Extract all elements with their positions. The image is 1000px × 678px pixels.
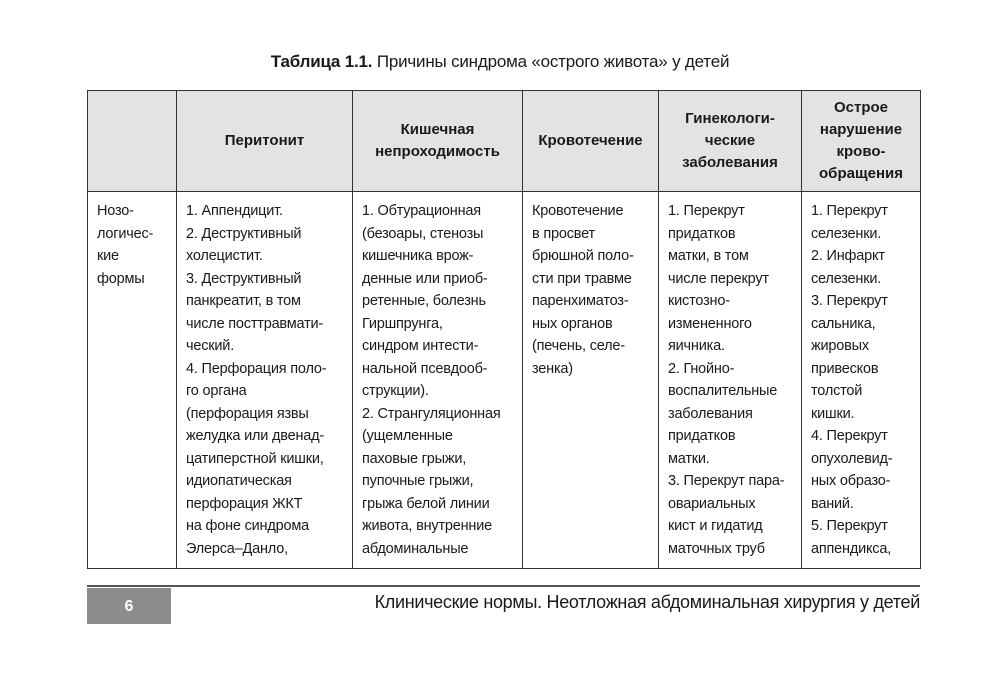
header-cell-empty <box>88 91 177 192</box>
cell-line: жировых <box>811 338 869 354</box>
cell-line: паренхиматоз- <box>532 293 629 309</box>
cell-line: 1. Аппендицит. <box>186 203 283 219</box>
peritonitis-cell <box>177 192 353 569</box>
cell-line: кист и гидатид <box>668 518 763 534</box>
obstruction-cell <box>353 192 523 569</box>
cell-line: логичес- <box>97 225 154 242</box>
cell-line: яичника. <box>668 338 725 354</box>
cell-line: аппендикса, <box>811 540 892 557</box>
cell-line: 2. Деструктивный <box>186 225 302 242</box>
cell-line: брюшной поло- <box>532 248 634 264</box>
cell-line: 4. Перфорация поло- <box>186 360 327 377</box>
table-caption-label: Таблица 1.1. <box>270 52 373 71</box>
cell-line: сальника, <box>811 315 876 332</box>
cell-line: (безоары, стенозы <box>362 225 484 242</box>
running-title: Клинические нормы. Неотложная абдоминальная хирургия у детей <box>374 592 920 612</box>
cell-line: привесков <box>811 360 879 377</box>
cell-line: придатков <box>668 225 736 242</box>
cell-line: 5. Перекрут <box>811 518 888 534</box>
causes-table <box>87 90 921 569</box>
cell-line: ваний. <box>811 495 854 512</box>
cell-line: заболевания <box>668 405 753 422</box>
cell-line: кишечника врож- <box>362 248 474 264</box>
page-number: 6 <box>87 588 171 624</box>
cell-line: толстой <box>811 383 863 399</box>
cell-line: опухолевид- <box>811 450 893 467</box>
cell-line: ретенные, болезнь <box>362 293 486 309</box>
cell-line: селезенки. <box>811 225 882 242</box>
cell-line: 3. Перекрут пара- <box>668 473 785 489</box>
cell-line: паховые грыжи, <box>362 450 467 467</box>
cell-line: числе посттравмати- <box>186 315 324 332</box>
header-cell-bleeding: Кровотечение <box>523 91 659 192</box>
header-cell-peritonitis: Перитонит <box>177 91 353 192</box>
cell-line: придатков <box>668 428 736 444</box>
cell-line: панкреатит, в том <box>186 293 301 309</box>
gynecologic-cell <box>659 192 802 569</box>
cell-line: 1. Перекрут <box>668 203 745 219</box>
cell-line: пупочные грыжи, <box>362 473 474 489</box>
cell-line: холецистит. <box>186 248 263 264</box>
cell-line: 4. Перекрут <box>811 428 888 444</box>
cell-line: ческий. <box>186 338 235 354</box>
cell-line: го органа <box>186 383 247 399</box>
cell-line: сти при травме <box>532 270 632 287</box>
cell-line: формы <box>97 270 145 287</box>
cell-line: Кровотечение <box>532 203 624 219</box>
cell-line: числе перекрут <box>668 270 769 287</box>
row-label-cell <box>88 192 177 569</box>
cell-line: Элерса–Данло, <box>186 540 288 557</box>
cell-line: 3. Деструктивный <box>186 270 302 287</box>
cell-line: 3. Перекрут <box>811 293 888 309</box>
cell-line: овариальных <box>668 495 756 512</box>
bleeding-cell <box>523 192 659 569</box>
cell-line: кие <box>97 248 119 264</box>
cell-line: желудка или двенад- <box>186 428 325 444</box>
cell-line: кишки. <box>811 405 855 422</box>
cell-line: зенка) <box>532 360 573 377</box>
table-row <box>88 192 921 569</box>
cell-line: идиопатическая <box>186 473 292 489</box>
cell-line: на фоне синдрома <box>186 518 309 534</box>
cell-line: 2. Гнойно- <box>668 360 735 377</box>
header-cell-circulation: Острое нарушение крово- обращения <box>802 91 921 192</box>
cell-line: 2. Странгуляционная <box>362 405 501 422</box>
cell-line: измененного <box>668 315 752 332</box>
cell-line: денные или приоб- <box>362 270 488 287</box>
header-cell-obstruction: Кишечная непроходимость <box>353 91 523 192</box>
cell-line: перфорация ЖКТ <box>186 495 303 512</box>
cell-line: Гиршпрунга, <box>362 315 443 332</box>
cell-line: ных образо- <box>811 473 891 489</box>
cell-line: живота, внутренние <box>362 518 492 534</box>
cell-line: матки. <box>668 450 710 467</box>
footer-rule <box>87 585 920 587</box>
cell-line: синдром интести- <box>362 338 479 354</box>
cell-line: нальной псевдооб- <box>362 360 488 377</box>
cell-line: цатиперстной кишки, <box>186 450 324 467</box>
table-header-row <box>88 91 921 192</box>
cell-line: кистозно- <box>668 293 730 309</box>
table-caption <box>0 52 1000 72</box>
header-cell-gynecologic: Гинекологи- ческие заболевания <box>659 91 802 192</box>
cell-line: маточных труб <box>668 540 765 557</box>
cell-line: 1. Обтурационная <box>362 203 481 219</box>
cell-line: абдоминальные <box>362 540 469 557</box>
cell-line: селезенки. <box>811 270 882 287</box>
cell-line: (ущемленные <box>362 428 453 444</box>
cell-line: ных органов <box>532 315 613 332</box>
cell-line: в просвет <box>532 225 595 242</box>
cell-line: матки, в том <box>668 248 749 264</box>
cell-line: струкции). <box>362 383 429 399</box>
table-caption-text: Причины синдрома «острого живота» у детей <box>376 52 730 71</box>
cell-line: 1. Перекрут <box>811 203 888 219</box>
cell-line: воспалительные <box>668 383 778 399</box>
cell-line: 2. Инфаркт <box>811 248 885 264</box>
cell-line: (перфорация язвы <box>186 405 309 422</box>
cell-line: Нозо- <box>97 203 134 219</box>
cell-line: (печень, селе- <box>532 338 625 354</box>
cell-line: грыжа белой линии <box>362 495 490 512</box>
circulation-cell <box>802 192 921 569</box>
